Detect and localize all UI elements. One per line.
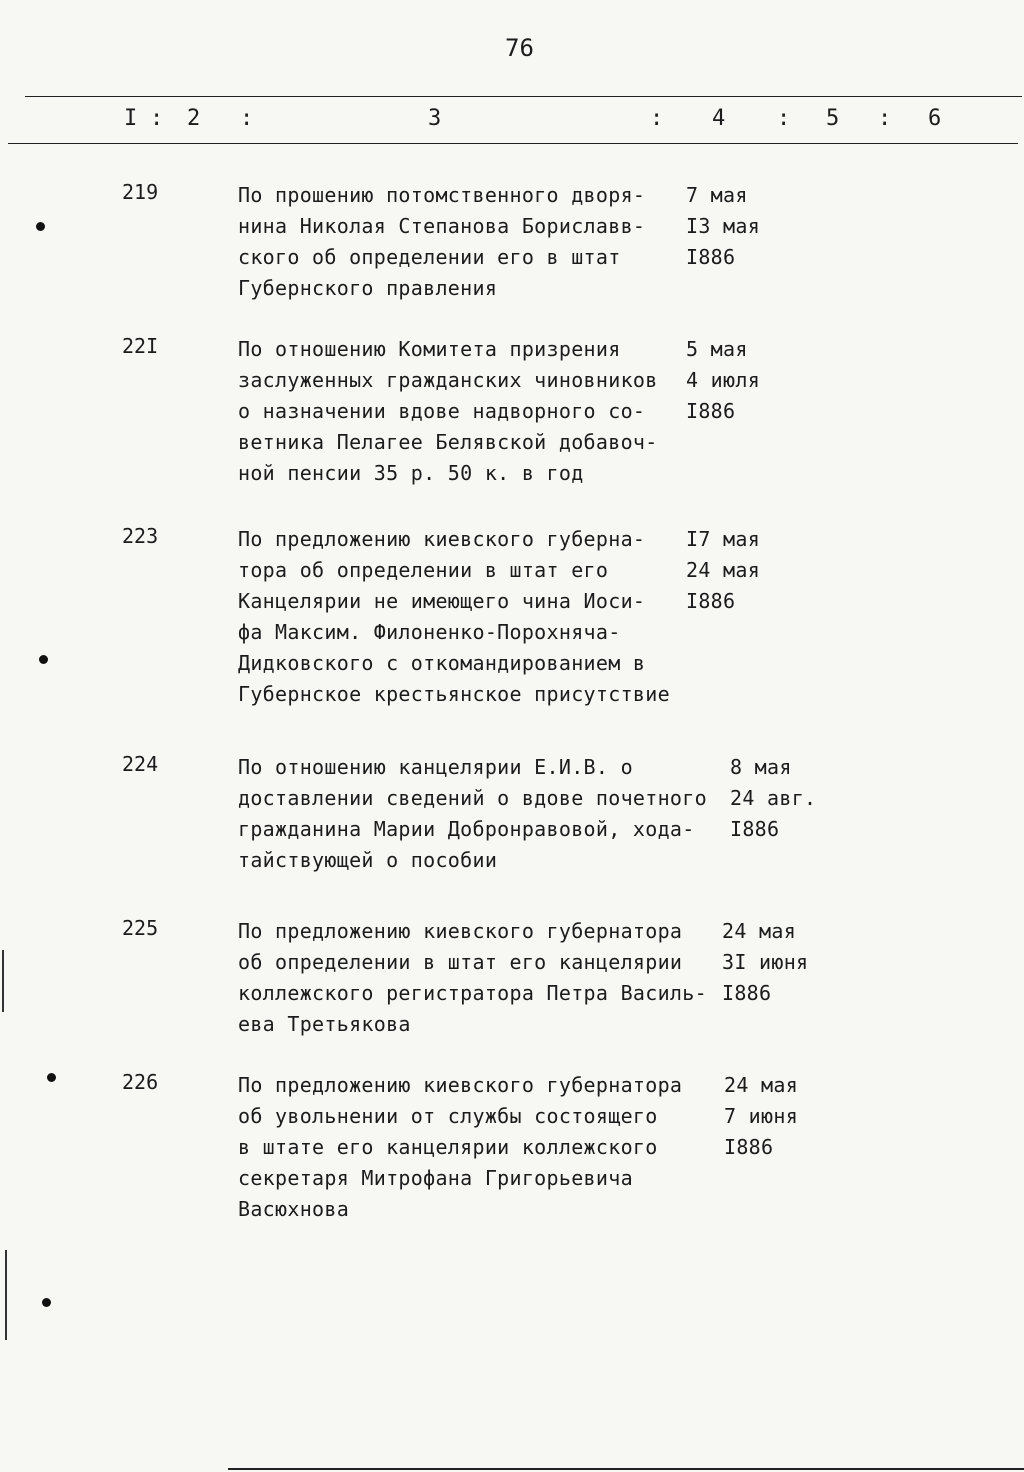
entry-dates bbox=[722, 916, 808, 1009]
end-date: I3 мая bbox=[686, 214, 761, 238]
text-line: Дидковского с откомандированием в bbox=[238, 651, 646, 675]
entry-description bbox=[238, 180, 645, 304]
binding-hole-dot bbox=[42, 1298, 51, 1307]
text-line: Губернского правления bbox=[238, 276, 498, 300]
text-line: коллежского регистратора Петра Василь- bbox=[238, 981, 707, 1005]
entry-dates bbox=[730, 752, 816, 845]
header-separator: : bbox=[240, 106, 254, 131]
entry-description bbox=[238, 334, 658, 489]
entry-description bbox=[238, 916, 707, 1040]
text-line: гражданина Марии Добронравовой, хода- bbox=[238, 817, 695, 841]
header-col-5: 5 bbox=[826, 106, 840, 131]
text-line: ского об определении его в штат bbox=[238, 245, 621, 269]
year: I886 bbox=[686, 399, 736, 423]
scan-edge-mark bbox=[2, 950, 4, 1012]
header-separator: : bbox=[150, 106, 164, 131]
binding-hole-dot bbox=[39, 655, 48, 664]
text-line: фа Максим. Филоненко-Порохняча- bbox=[238, 620, 621, 644]
start-date: I7 мая bbox=[686, 527, 761, 551]
header-bottom-rule bbox=[8, 143, 1018, 144]
entry-number: 226 bbox=[122, 1070, 159, 1094]
entry-description bbox=[238, 752, 707, 876]
end-date: 24 мая bbox=[686, 558, 761, 582]
text-line: тора об определении в штат его bbox=[238, 558, 609, 582]
text-line: ветника Пелагее Белявской добавоч- bbox=[238, 430, 658, 454]
start-date: 24 мая bbox=[722, 919, 797, 943]
header-col-2: 2 bbox=[187, 106, 201, 131]
entry-dates bbox=[686, 334, 760, 427]
page-number: 76 bbox=[505, 34, 534, 62]
header-separator: : bbox=[878, 106, 892, 131]
entry-number: 219 bbox=[122, 180, 159, 204]
binding-hole-dot bbox=[47, 1073, 56, 1082]
header-col-1: I bbox=[124, 106, 138, 131]
text-line: заслуженных гражданских чиновников bbox=[238, 368, 658, 392]
text-line: тайствующей о пособии bbox=[238, 848, 498, 872]
start-date: 5 мая bbox=[686, 337, 748, 361]
text-line: ева Третьякова bbox=[238, 1012, 411, 1036]
entry-dates bbox=[686, 524, 760, 617]
entry-number: 225 bbox=[122, 916, 159, 940]
text-line: доставлении сведений о вдове почетного bbox=[238, 786, 707, 810]
end-date: 24 авг. bbox=[730, 786, 817, 810]
header-col-3: 3 bbox=[428, 106, 442, 131]
start-date: 8 мая bbox=[730, 755, 792, 779]
entry-number: 22I bbox=[122, 334, 159, 358]
header-col-4: 4 bbox=[712, 106, 726, 131]
entry-number: 224 bbox=[122, 752, 159, 776]
text-line: о назначении вдове надворного со- bbox=[238, 399, 646, 423]
entry-description bbox=[238, 524, 670, 710]
header-separator: : bbox=[650, 106, 664, 131]
header-top-rule bbox=[25, 96, 1022, 97]
scan-edge-mark bbox=[5, 1250, 7, 1340]
year: I886 bbox=[724, 1135, 774, 1159]
year: I886 bbox=[686, 589, 736, 613]
text-line: По прошению потомственного дворя- bbox=[238, 183, 646, 207]
text-line: Канцелярии не имеющего чина Иоси- bbox=[238, 589, 646, 613]
entry-dates bbox=[686, 180, 760, 273]
year: I886 bbox=[730, 817, 780, 841]
header-col-6: 6 bbox=[928, 106, 942, 131]
entry-dates bbox=[724, 1070, 798, 1163]
text-line: По отношению Комитета призрения bbox=[238, 337, 621, 361]
text-line: По предложению киевского губернатора bbox=[238, 919, 683, 943]
text-line: По отношению канцелярии Е.И.В. о bbox=[238, 755, 633, 779]
year: I886 bbox=[686, 245, 736, 269]
text-line: секретаря Митрофана Григорьевича bbox=[238, 1166, 633, 1190]
text-line: По предложению киевского губернатора bbox=[238, 1073, 683, 1097]
header-separator: : bbox=[777, 106, 791, 131]
text-line: Васюхнова bbox=[238, 1197, 350, 1221]
end-date: 4 июля bbox=[686, 368, 761, 392]
entry-description bbox=[238, 1070, 682, 1225]
text-line: нина Николая Степанова Бориславв- bbox=[238, 214, 646, 238]
text-line: ной пенсии 35 р. 50 к. в год bbox=[238, 461, 584, 485]
text-line: об увольнении от службы состоящего bbox=[238, 1104, 658, 1128]
text-line: Губернское крестьянское присутствие bbox=[238, 682, 670, 706]
bottom-rule bbox=[228, 1468, 1024, 1470]
binding-hole-dot bbox=[36, 222, 45, 231]
start-date: 7 мая bbox=[686, 183, 748, 207]
text-line: в штате его канцелярии коллежского bbox=[238, 1135, 658, 1159]
year: I886 bbox=[722, 981, 772, 1005]
end-date: 7 июня bbox=[724, 1104, 799, 1128]
entry-number: 223 bbox=[122, 524, 159, 548]
text-line: По предложению киевского губерна- bbox=[238, 527, 646, 551]
end-date: 3I июня bbox=[722, 950, 809, 974]
start-date: 24 мая bbox=[724, 1073, 799, 1097]
text-line: об определении в штат его канцелярии bbox=[238, 950, 683, 974]
